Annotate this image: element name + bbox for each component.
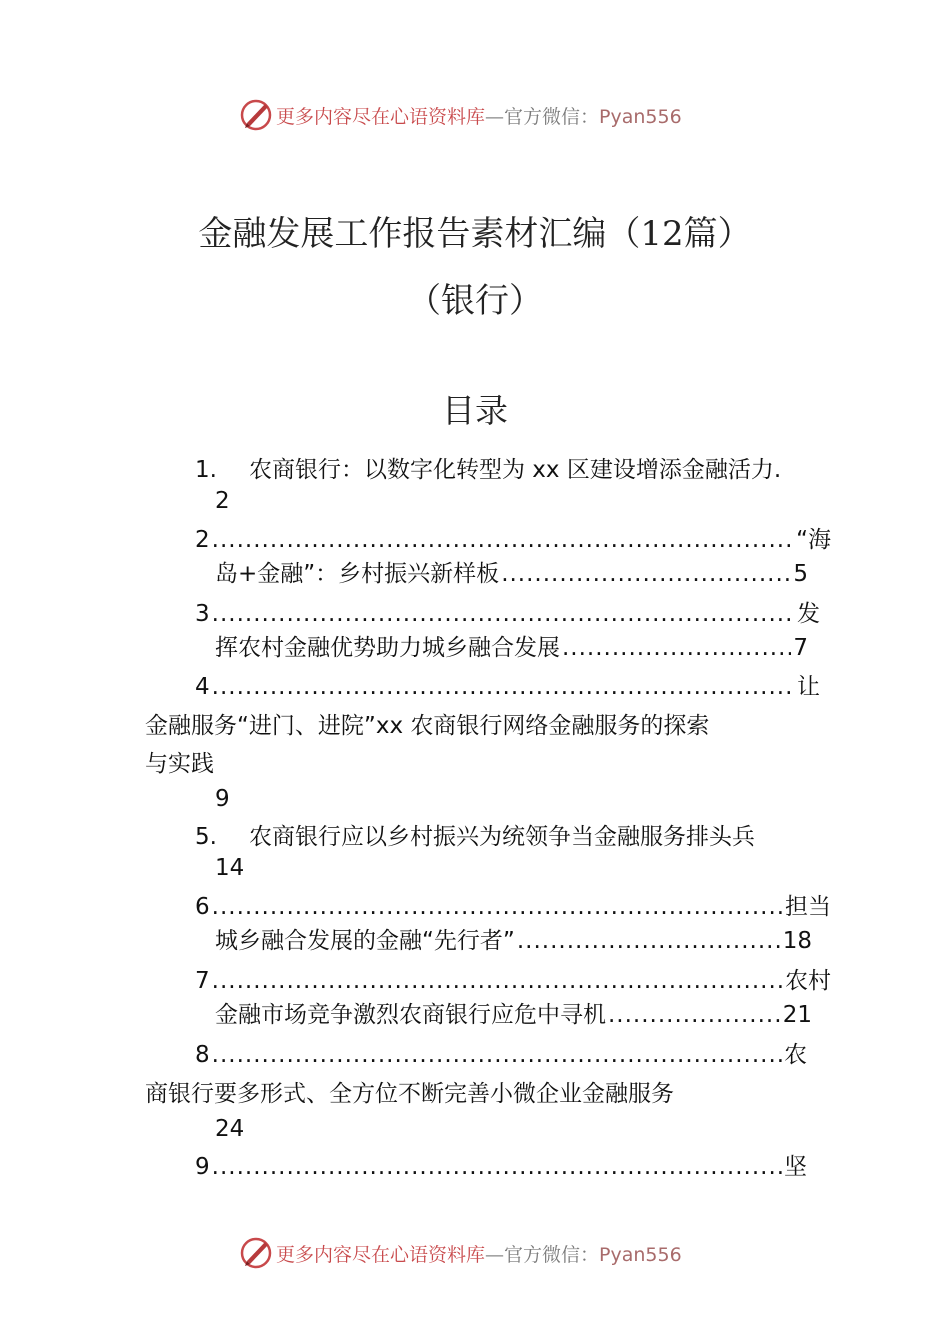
toc-entry-page: 18 xyxy=(782,928,812,954)
toc-entry-page: 24 xyxy=(215,1116,245,1142)
toc-entry-7-cont[interactable] xyxy=(215,1000,812,1030)
toc-entry-3-cont[interactable] xyxy=(215,633,808,663)
toc-entry-4-line3: 与实践 xyxy=(145,751,214,777)
toc-entry-number: 6 xyxy=(195,894,210,920)
toc-heading: 目录 xyxy=(442,391,508,430)
toc-entry-title-head: 担当 xyxy=(785,894,831,920)
toc-entry-number: 7 xyxy=(195,968,210,994)
toc-entry-number: 8 xyxy=(195,1042,210,1068)
toc-leader-dots xyxy=(212,1152,782,1182)
toc-entry-9[interactable] xyxy=(195,1152,807,1182)
banner-gray-text: 官方微信： xyxy=(504,1244,600,1266)
banner-dash: — xyxy=(485,106,505,128)
toc-entry-number: 2 xyxy=(195,527,210,553)
toc-leader-dots xyxy=(608,1000,781,1030)
header-banner xyxy=(0,94,950,134)
toc-entry-page: 21 xyxy=(782,1002,812,1028)
toc-entry-2[interactable] xyxy=(195,525,831,555)
pen-logo-icon xyxy=(238,1234,274,1270)
toc-entry-title-head: 发 xyxy=(797,601,820,627)
toc-entry-title: 农商银行应以乡村振兴为统领争当金融服务排头兵 xyxy=(249,824,755,850)
toc-leader-dots xyxy=(212,892,783,922)
banner-gray-text: 官方微信： xyxy=(504,106,600,128)
toc-entry-1[interactable] xyxy=(195,455,781,485)
banner-text xyxy=(276,102,682,129)
toc-leader-dots xyxy=(517,926,781,956)
toc-entry-8-line2: 商银行要多形式、全方位不断完善小微企业金融服务 xyxy=(145,1081,674,1107)
banner-red-text: 更多内容尽在心语资料库 xyxy=(276,1244,486,1266)
toc-entry-page: 7 xyxy=(793,635,808,661)
toc-entry-5[interactable] xyxy=(195,822,755,852)
document-subtitle: （银行） xyxy=(407,281,543,321)
toc-entry-number: 4 xyxy=(195,674,210,700)
toc-entry-3[interactable] xyxy=(195,599,820,629)
banner-red-text: 更多内容尽在心语资料库 xyxy=(276,106,486,128)
toc-entry-4-line2: 金融服务“进门、进院”xx 农商银行网络金融服务的探索 xyxy=(145,713,710,739)
toc-leader-dots xyxy=(212,525,794,555)
toc-entry-number: 1. xyxy=(195,457,217,483)
banner-wechat-id: Pyan556 xyxy=(599,106,682,128)
toc-entry-6[interactable] xyxy=(195,892,831,922)
toc-entry-page: 14 xyxy=(215,855,245,881)
toc-entry-8[interactable] xyxy=(195,1040,807,1070)
toc-entry-page: 9 xyxy=(215,786,230,812)
toc-entry-2-cont[interactable] xyxy=(215,559,808,589)
toc-entry-4[interactable] xyxy=(195,672,820,702)
toc-entry-title-head: 农 xyxy=(784,1042,807,1068)
document-title: 金融发展工作报告素材汇编（12篇） xyxy=(198,214,752,254)
toc-entry-number: 5. xyxy=(195,824,217,850)
toc-entry-title-head: “海 xyxy=(796,527,831,553)
toc-entry-page: 5 xyxy=(793,561,808,587)
toc-entry-title: 挥农村金融优势助力城乡融合发展 xyxy=(215,635,560,661)
toc-entry-number: 9 xyxy=(195,1154,210,1180)
toc-entry-6-cont[interactable] xyxy=(215,926,812,956)
toc-entry-title: 城乡融合发展的金融“先行者” xyxy=(215,928,515,954)
toc-entry-page: 2 xyxy=(215,488,230,514)
toc-entry-title: 岛+金融”：乡村振兴新样板 xyxy=(215,561,500,587)
toc-leader-dots xyxy=(212,966,783,996)
toc-leader-dots xyxy=(562,633,791,663)
banner-dash: — xyxy=(485,1244,505,1266)
toc-entry-title: 农商银行：以数字化转型为 xx 区建设增添金融活力. xyxy=(249,457,782,483)
toc-entry-7[interactable] xyxy=(195,966,831,996)
footer-banner xyxy=(0,1232,950,1272)
banner-text xyxy=(276,1240,682,1267)
pen-logo-icon xyxy=(238,96,274,132)
toc-leader-dots xyxy=(212,672,795,702)
banner-wechat-id: Pyan556 xyxy=(599,1244,682,1266)
toc-entry-number: 3 xyxy=(195,601,210,627)
toc-entry-title-head: 农村 xyxy=(785,968,831,994)
toc-entry-title: 金融市场竞争激烈农商银行应危中寻机 xyxy=(215,1002,606,1028)
toc-leader-dots xyxy=(212,599,795,629)
toc-leader-dots xyxy=(501,559,791,589)
toc-entry-title-head: 让 xyxy=(797,674,820,700)
toc-leader-dots xyxy=(212,1040,782,1070)
toc-entry-title-head: 坚 xyxy=(784,1154,807,1180)
